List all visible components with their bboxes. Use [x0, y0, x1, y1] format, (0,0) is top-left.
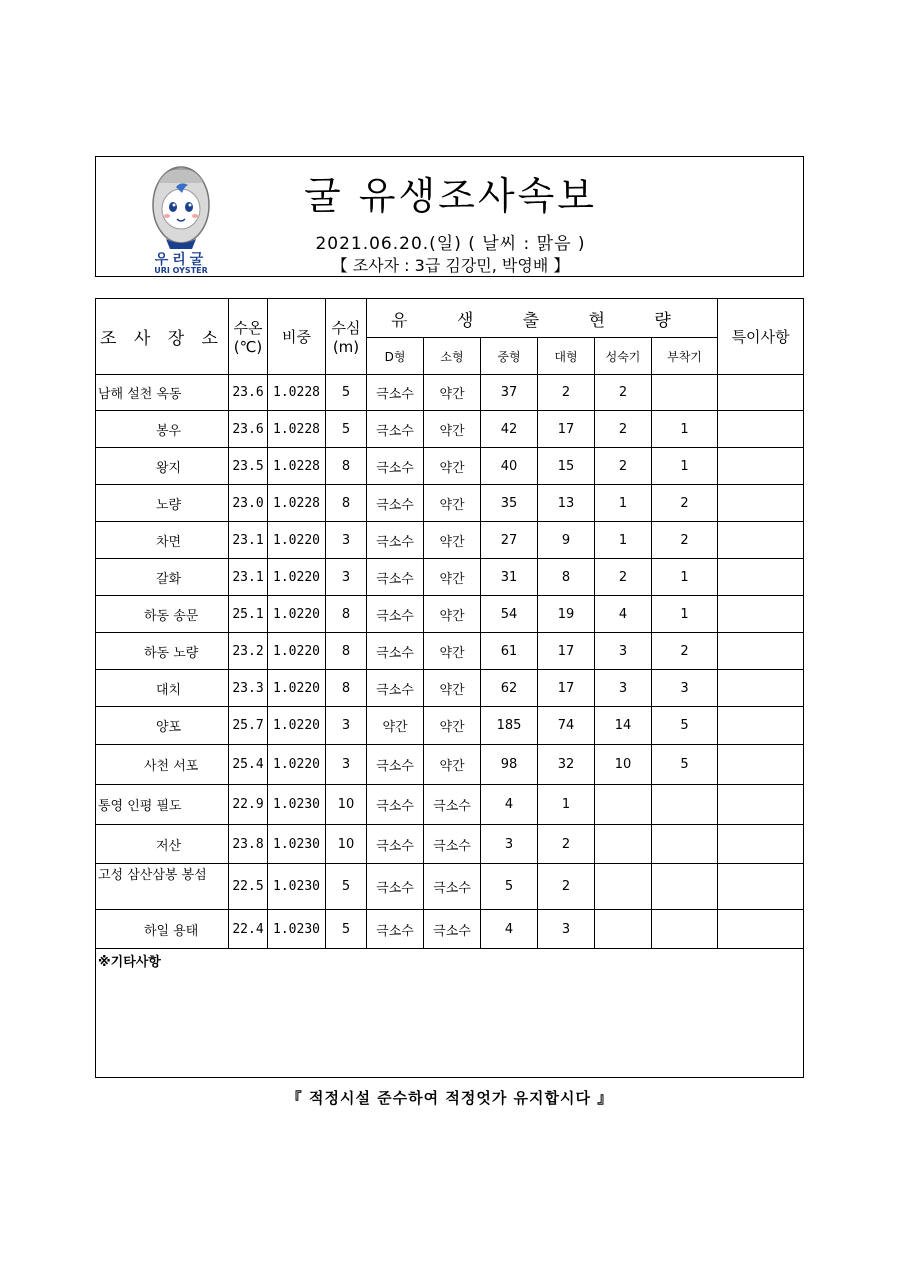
small-cell: 약간 — [424, 707, 481, 745]
attach-cell: 5 — [652, 707, 718, 745]
note-cell — [718, 596, 804, 633]
temp-cell: 22.4 — [229, 910, 268, 949]
attach-cell — [652, 375, 718, 411]
mature-cell: 3 — [595, 633, 652, 670]
depth-cell: 3 — [326, 745, 367, 785]
attach-cell: 2 — [652, 522, 718, 559]
header-note: 특이사항 — [718, 299, 804, 375]
note-cell — [718, 785, 804, 825]
attach-cell: 3 — [652, 670, 718, 707]
site-cell: 노량 — [96, 485, 229, 522]
attach-cell: 2 — [652, 633, 718, 670]
temp-cell: 23.6 — [229, 411, 268, 448]
medium-cell: 54 — [481, 596, 538, 633]
footer-slogan: 『 적정시설 준수하여 적정엇가 유지합시다 』 — [286, 1089, 614, 1107]
site-cell: 양포 — [96, 707, 229, 745]
site-cell: 차면 — [96, 522, 229, 559]
note-cell — [718, 745, 804, 785]
small-cell: 극소수 — [424, 910, 481, 949]
header-attach: 부착기 — [652, 338, 718, 375]
attach-cell: 1 — [652, 448, 718, 485]
mature-cell: 2 — [595, 448, 652, 485]
small-cell: 약간 — [424, 522, 481, 559]
site-cell: 하일 용태 — [96, 910, 229, 949]
d-type-cell: 극소수 — [367, 633, 424, 670]
temp-cell: 25.7 — [229, 707, 268, 745]
medium-cell: 42 — [481, 411, 538, 448]
mature-cell: 1 — [595, 522, 652, 559]
gravity-cell: 1.0220 — [268, 707, 326, 745]
large-cell: 32 — [538, 745, 595, 785]
small-cell: 약간 — [424, 745, 481, 785]
gravity-cell: 1.0220 — [268, 596, 326, 633]
gravity-cell: 1.0220 — [268, 745, 326, 785]
page-title: 굴 유생조사속보 — [303, 174, 598, 218]
temp-cell: 23.2 — [229, 633, 268, 670]
d-type-cell: 극소수 — [367, 559, 424, 596]
temp-cell: 23.3 — [229, 670, 268, 707]
large-cell: 2 — [538, 375, 595, 411]
table-row — [96, 745, 804, 785]
table-row — [96, 522, 804, 559]
depth-cell: 3 — [326, 522, 367, 559]
d-type-cell: 극소수 — [367, 670, 424, 707]
table-body — [96, 375, 804, 949]
small-cell: 약간 — [424, 485, 481, 522]
gravity-cell: 1.0220 — [268, 522, 326, 559]
note-cell — [718, 559, 804, 596]
small-cell: 약간 — [424, 448, 481, 485]
attach-cell: 2 — [652, 485, 718, 522]
d-type-cell: 약간 — [367, 707, 424, 745]
report-header — [95, 156, 804, 277]
header-gravity: 비중 — [268, 299, 326, 375]
large-cell: 13 — [538, 485, 595, 522]
attach-cell: 1 — [652, 559, 718, 596]
d-type-cell: 극소수 — [367, 785, 424, 825]
medium-cell: 5 — [481, 864, 538, 910]
small-cell: 약간 — [424, 411, 481, 448]
temp-cell: 22.5 — [229, 864, 268, 910]
gravity-cell: 1.0228 — [268, 448, 326, 485]
temp-cell: 25.4 — [229, 745, 268, 785]
gravity-cell: 1.0228 — [268, 375, 326, 411]
temp-cell: 23.1 — [229, 559, 268, 596]
mature-cell: 2 — [595, 559, 652, 596]
header-medium: 중형 — [481, 338, 538, 375]
small-cell: 극소수 — [424, 864, 481, 910]
temp-cell: 25.1 — [229, 596, 268, 633]
medium-cell: 40 — [481, 448, 538, 485]
site-cell: 고성 삼산삼봉 봉섬 — [96, 864, 229, 910]
attach-cell — [652, 785, 718, 825]
gravity-cell: 1.0228 — [268, 485, 326, 522]
site-cell: 하동 송문 — [96, 596, 229, 633]
d-type-cell: 극소수 — [367, 596, 424, 633]
d-type-cell: 극소수 — [367, 485, 424, 522]
site-cell: 사천 서포 — [96, 745, 229, 785]
depth-cell: 10 — [326, 825, 367, 864]
site-cell: 대치 — [96, 670, 229, 707]
depth-cell: 5 — [326, 375, 367, 411]
d-type-cell: 극소수 — [367, 448, 424, 485]
table-row — [96, 559, 804, 596]
d-type-cell: 극소수 — [367, 864, 424, 910]
table-row — [96, 707, 804, 745]
gravity-cell: 1.0230 — [268, 785, 326, 825]
date-weather-line: 2021.06.20.(일) ( 날씨 : 맑음 ) — [315, 234, 586, 254]
mature-cell: 14 — [595, 707, 652, 745]
mature-cell: 3 — [595, 670, 652, 707]
remarks-label: ※기타사항 — [98, 955, 161, 970]
temp-cell: 23.8 — [229, 825, 268, 864]
attach-cell — [652, 825, 718, 864]
header-small: 소형 — [424, 338, 481, 375]
remarks-cell — [96, 949, 804, 1078]
header-depth-unit: (m) — [332, 338, 360, 356]
site-cell: 통영 인평 필도 — [96, 785, 229, 825]
header-larvae-group: 유 생 출 현 량 — [367, 299, 718, 338]
header-mature: 성숙기 — [595, 338, 652, 375]
medium-cell: 35 — [481, 485, 538, 522]
table-row — [96, 633, 804, 670]
mature-cell — [595, 825, 652, 864]
header-large: 대형 — [538, 338, 595, 375]
table-row — [96, 485, 804, 522]
mature-cell: 2 — [595, 411, 652, 448]
large-cell: 9 — [538, 522, 595, 559]
gravity-cell: 1.0230 — [268, 825, 326, 864]
depth-cell: 5 — [326, 864, 367, 910]
temp-cell: 23.6 — [229, 375, 268, 411]
mature-cell — [595, 785, 652, 825]
mature-cell: 4 — [595, 596, 652, 633]
table-row — [96, 375, 804, 411]
note-cell — [718, 448, 804, 485]
header-temp-unit: (℃) — [233, 338, 263, 356]
d-type-cell: 극소수 — [367, 825, 424, 864]
medium-cell: 98 — [481, 745, 538, 785]
large-cell: 74 — [538, 707, 595, 745]
small-cell: 약간 — [424, 670, 481, 707]
table-row — [96, 910, 804, 949]
mature-cell: 10 — [595, 745, 652, 785]
header-d-type: D형 — [367, 338, 424, 375]
note-cell — [718, 910, 804, 949]
attach-cell: 5 — [652, 745, 718, 785]
small-cell: 약간 — [424, 596, 481, 633]
medium-cell: 4 — [481, 910, 538, 949]
note-cell — [718, 375, 804, 411]
attach-cell — [652, 910, 718, 949]
note-cell — [718, 522, 804, 559]
large-cell: 2 — [538, 825, 595, 864]
depth-cell: 5 — [326, 411, 367, 448]
depth-cell: 8 — [326, 633, 367, 670]
mature-cell — [595, 864, 652, 910]
large-cell: 1 — [538, 785, 595, 825]
attach-cell: 1 — [652, 596, 718, 633]
depth-cell: 10 — [326, 785, 367, 825]
table-row — [96, 448, 804, 485]
medium-cell: 4 — [481, 785, 538, 825]
medium-cell: 185 — [481, 707, 538, 745]
mature-cell — [595, 910, 652, 949]
small-cell: 극소수 — [424, 825, 481, 864]
d-type-cell: 극소수 — [367, 522, 424, 559]
depth-cell: 8 — [326, 485, 367, 522]
large-cell: 15 — [538, 448, 595, 485]
depth-cell: 5 — [326, 910, 367, 949]
table-row — [96, 596, 804, 633]
depth-cell: 8 — [326, 448, 367, 485]
attach-cell — [652, 864, 718, 910]
medium-cell: 31 — [481, 559, 538, 596]
header-depth — [326, 299, 367, 375]
gravity-cell: 1.0230 — [268, 864, 326, 910]
small-cell: 약간 — [424, 559, 481, 596]
table-row — [96, 864, 804, 910]
gravity-cell: 1.0230 — [268, 910, 326, 949]
large-cell: 17 — [538, 633, 595, 670]
d-type-cell: 극소수 — [367, 411, 424, 448]
logo-name-text: 우리굴 — [154, 252, 208, 268]
note-cell — [718, 825, 804, 864]
logo-sub-text: URI OYSTER — [154, 266, 208, 275]
gravity-cell: 1.0220 — [268, 559, 326, 596]
large-cell: 17 — [538, 411, 595, 448]
large-cell: 17 — [538, 670, 595, 707]
d-type-cell: 극소수 — [367, 910, 424, 949]
depth-cell: 3 — [326, 707, 367, 745]
small-cell: 약간 — [424, 375, 481, 411]
mature-cell: 2 — [595, 375, 652, 411]
large-cell: 3 — [538, 910, 595, 949]
d-type-cell: 극소수 — [367, 375, 424, 411]
note-cell — [718, 707, 804, 745]
surveyor-line: 【 조사자 : 3급 김강민, 박영배 】 — [331, 256, 570, 275]
depth-cell: 3 — [326, 559, 367, 596]
medium-cell: 37 — [481, 375, 538, 411]
table-row — [96, 825, 804, 864]
table-row — [96, 785, 804, 825]
larvae-survey-table — [95, 298, 804, 1078]
table-row — [96, 670, 804, 707]
header-depth-label: 수심 — [331, 319, 361, 337]
site-cell: 하동 노량 — [96, 633, 229, 670]
temp-cell: 22.9 — [229, 785, 268, 825]
large-cell: 19 — [538, 596, 595, 633]
mature-cell: 1 — [595, 485, 652, 522]
medium-cell: 3 — [481, 825, 538, 864]
medium-cell: 61 — [481, 633, 538, 670]
note-cell — [718, 864, 804, 910]
site-cell: 왕지 — [96, 448, 229, 485]
table-row — [96, 411, 804, 448]
note-cell — [718, 485, 804, 522]
attach-cell: 1 — [652, 411, 718, 448]
note-cell — [718, 670, 804, 707]
small-cell: 약간 — [424, 633, 481, 670]
site-cell: 봉우 — [96, 411, 229, 448]
gravity-cell: 1.0220 — [268, 670, 326, 707]
header-temp — [229, 299, 268, 375]
header-temp-label: 수온 — [233, 319, 263, 337]
small-cell: 극소수 — [424, 785, 481, 825]
large-cell: 2 — [538, 864, 595, 910]
temp-cell: 23.0 — [229, 485, 268, 522]
medium-cell: 27 — [481, 522, 538, 559]
temp-cell: 23.5 — [229, 448, 268, 485]
site-cell: 갈화 — [96, 559, 229, 596]
gravity-cell: 1.0220 — [268, 633, 326, 670]
note-cell — [718, 411, 804, 448]
large-cell: 8 — [538, 559, 595, 596]
depth-cell: 8 — [326, 670, 367, 707]
temp-cell: 23.1 — [229, 522, 268, 559]
note-cell — [718, 633, 804, 670]
medium-cell: 62 — [481, 670, 538, 707]
header-site: 조 사 장 소 — [96, 299, 229, 375]
site-cell: 저산 — [96, 825, 229, 864]
d-type-cell: 극소수 — [367, 745, 424, 785]
site-cell: 남해 설천 옥동 — [96, 375, 229, 411]
gravity-cell: 1.0228 — [268, 411, 326, 448]
depth-cell: 8 — [326, 596, 367, 633]
